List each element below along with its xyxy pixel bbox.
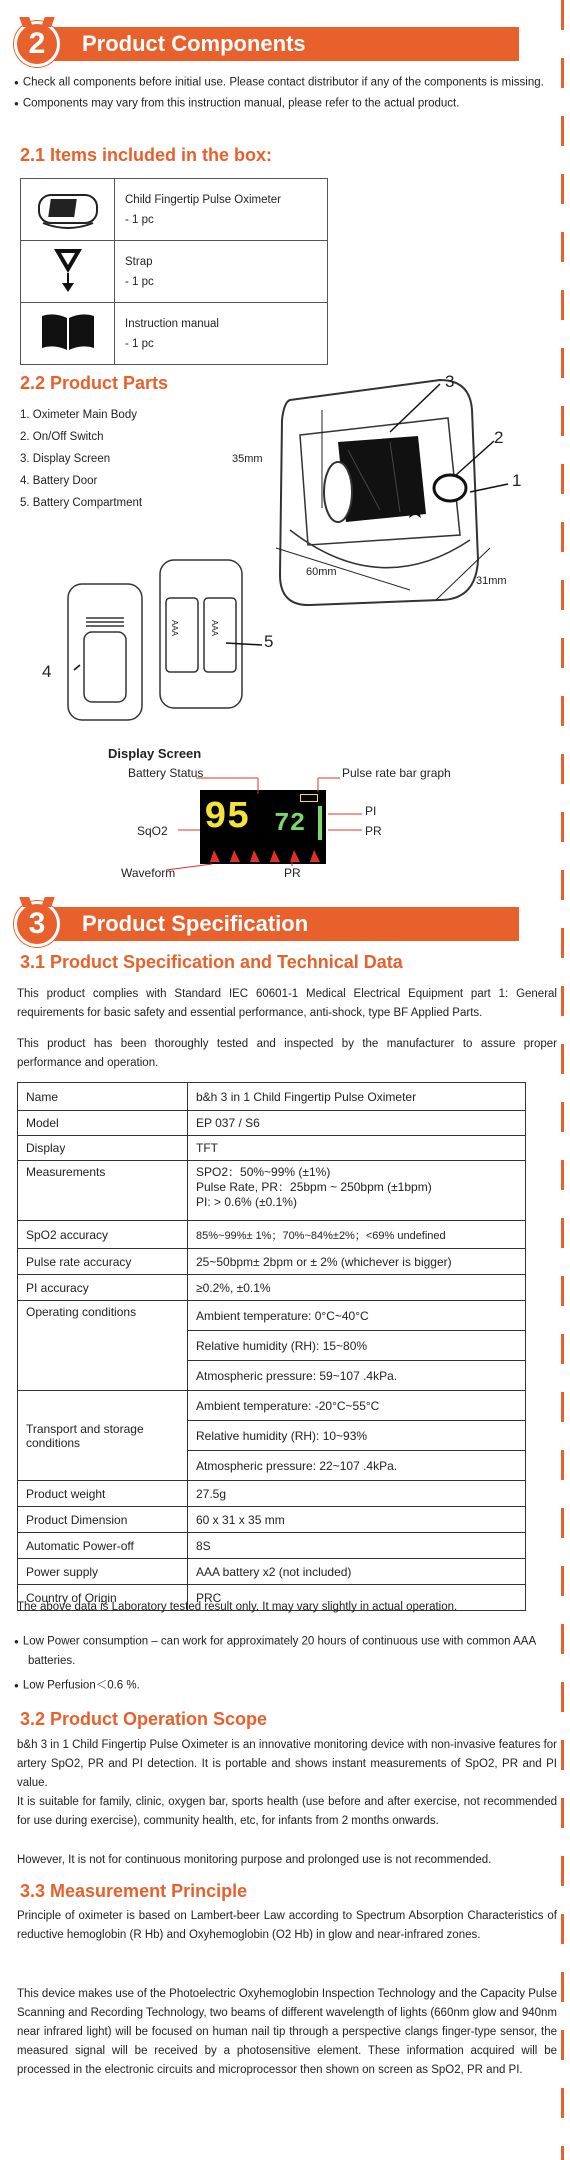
spec-key: Power supply bbox=[18, 1559, 188, 1585]
label-pi: PI bbox=[365, 804, 377, 818]
section-number-badge: 2 bbox=[14, 21, 60, 67]
pr-value: 72 bbox=[274, 808, 306, 838]
spec-value: 60 x 31 x 35 mm bbox=[188, 1507, 526, 1533]
paragraph: However, It is not for continuous monitoring purpose and prolonged use is not recommended. bbox=[17, 1854, 492, 1866]
list-item: 4. Battery Door bbox=[20, 475, 98, 487]
spec-key: Transport and storage conditions bbox=[18, 1391, 188, 1481]
section-number-badge: 3 bbox=[14, 901, 60, 947]
section-header-specification bbox=[14, 907, 519, 941]
paragraph: This device makes use of the Photoelectric Oxyhemoglobin Inspection Technology and the Capacity Pulse Scanning and Recording Technology, two beams of different wavelength of lights (660nm glow and 940nm near infrared light) will be focused on human nail tip through a perspective clangs finger-type sensor, the measured signal will be received by a photosensitive element. These information acquired will be processed in the electronic circuits and microprocessor then shown on screen as SpO2, PR and PI. bbox=[17, 1988, 557, 2076]
callout-number: 5 bbox=[264, 632, 274, 651]
display-screen-heading: Display Screen bbox=[108, 746, 202, 761]
spec-value: b&h 3 in 1 Child Fingertip Pulse Oximeter bbox=[188, 1083, 526, 1111]
item-name: Strap bbox=[125, 255, 153, 268]
table-row bbox=[18, 1083, 526, 1111]
battery-label: AAA bbox=[170, 620, 179, 637]
callout-number: 3 bbox=[445, 372, 455, 391]
label-bar-graph: Pulse rate bar graph bbox=[342, 766, 451, 780]
label-pr-bottom: PR bbox=[284, 866, 301, 880]
spec-key: Measurements bbox=[18, 1161, 188, 1221]
spec-key: Product weight bbox=[18, 1481, 188, 1507]
label-waveform: Waveform bbox=[121, 866, 176, 880]
spec-key: SpO2 accuracy bbox=[18, 1221, 188, 1249]
spec-value: ≥0.2%, ±0.1% bbox=[188, 1275, 526, 1301]
dimension-depth: 31mm bbox=[476, 575, 507, 587]
subheading-items: 2.1 Items included in the box: bbox=[20, 145, 273, 165]
note-text: The above data is Laboratory tested result only. It may vary slightly in actual operation. bbox=[17, 1601, 458, 1613]
spec-value: Relative humidity (RH): 15~80% bbox=[188, 1331, 526, 1361]
table-row bbox=[18, 1249, 526, 1275]
spec-value: AAA battery x2 (not included) bbox=[188, 1559, 526, 1585]
callout-number: 1 bbox=[512, 471, 522, 490]
spec-value: Ambient temperature: 0°C~40°C bbox=[188, 1301, 526, 1331]
spec-line: Pulse Rate, PR：25bpm ~ 250bpm (±1bpm) bbox=[196, 1180, 432, 1194]
label-pr: PR bbox=[365, 824, 382, 838]
subheading-spec: 3.1 Product Specification and Technical Data bbox=[20, 952, 403, 972]
table-row bbox=[18, 1136, 526, 1161]
spec-value: 27.5g bbox=[188, 1481, 526, 1507]
table-row bbox=[18, 1161, 526, 1221]
spec-key: Operating conditions bbox=[18, 1301, 188, 1391]
display-callout-lines bbox=[0, 770, 570, 880]
subheading-parts: 2.2 Product Parts bbox=[20, 373, 169, 393]
spec-value: PRC bbox=[188, 1585, 526, 1611]
bullet-text: ● Check all components before initial use. Please contact distributor if any of the components is missing. bbox=[14, 73, 564, 93]
spec-key: Product Dimension bbox=[18, 1507, 188, 1533]
section-title: Product Components bbox=[38, 27, 519, 61]
table-row bbox=[18, 1111, 526, 1136]
paragraph: This product complies with Standard IEC 60601-1 Medical Electrical Equipment part 1: General requirements for basic safety and essential performance, anti-shock, type BF Applied Parts. bbox=[17, 988, 557, 1019]
spec-key: Country of Origin bbox=[18, 1585, 188, 1611]
dimension-width: 60mm bbox=[306, 566, 337, 578]
label-spo2: SqO2 bbox=[137, 824, 168, 838]
spec-value: 85%~99%± 1%；70%~84%±2%；<69% undefined bbox=[188, 1221, 526, 1249]
item-name: Instruction manual bbox=[125, 317, 219, 330]
spec-value: Atmospheric pressure: 22~107 .4kPa. bbox=[188, 1451, 526, 1481]
paragraph: This product has been thoroughly tested and inspected by the manufacturer to assure proper performance and operation. bbox=[17, 1038, 557, 1069]
device-diagram bbox=[0, 0, 570, 760]
spec-key: PI accuracy bbox=[18, 1275, 188, 1301]
item-name: Child Fingertip Pulse Oximeter bbox=[125, 193, 281, 206]
bullet-text: ● Low Perfusion＜0.6 %. bbox=[14, 1676, 564, 1696]
section-title: Product Specification bbox=[38, 907, 519, 941]
list-item: 5. Battery Compartment bbox=[20, 497, 143, 509]
table-row bbox=[18, 1301, 526, 1331]
spec-line: PI: > 0.6% (±0.1%) bbox=[196, 1195, 297, 1209]
callout-number: 4 bbox=[42, 662, 52, 681]
item-qty: - 1 pc bbox=[125, 213, 154, 226]
spec-key: Model bbox=[18, 1111, 188, 1136]
dimension-height: 35mm bbox=[232, 453, 263, 465]
table-row bbox=[18, 1559, 526, 1585]
spo2-value: 95 bbox=[204, 796, 250, 839]
subheading-principle: 3.3 Measurement Principle bbox=[20, 1881, 248, 1901]
list-item: 3. Display Screen bbox=[20, 453, 111, 465]
spec-value: Relative humidity (RH): 10~93% bbox=[188, 1421, 526, 1451]
spec-value: EP 037 / S6 bbox=[188, 1111, 526, 1136]
spec-value: 8S bbox=[188, 1533, 526, 1559]
subheading-scope: 3.2 Product Operation Scope bbox=[20, 1709, 268, 1729]
spec-value: 25~50bpm± 2bpm or ± 2% (whichever is bigger) bbox=[188, 1249, 526, 1275]
table-row bbox=[18, 1533, 526, 1559]
battery-label: AAA bbox=[210, 620, 219, 637]
spec-table bbox=[17, 1082, 526, 1611]
callout-number: 2 bbox=[494, 428, 504, 447]
spec-value bbox=[188, 1161, 526, 1221]
item-qty: - 1 pc bbox=[125, 275, 154, 288]
item-qty: - 1 pc bbox=[125, 337, 154, 350]
table-row bbox=[18, 1481, 526, 1507]
spec-key: Pulse rate accuracy bbox=[18, 1249, 188, 1275]
table-row bbox=[18, 1221, 526, 1249]
list-item: 1. Oximeter Main Body bbox=[20, 409, 137, 421]
list-item: 2. On/Off Switch bbox=[20, 431, 104, 443]
spec-key: Automatic Power-off bbox=[18, 1533, 188, 1559]
spec-key: Display bbox=[18, 1136, 188, 1161]
spec-value: TFT bbox=[188, 1136, 526, 1161]
bullet-text: ● Low Power consumption – can work for approximately 20 hours of continuous use with common AAA batteries. bbox=[14, 1632, 564, 1671]
paragraph: b&h 3 in 1 Child Fingertip Pulse Oximeter is an innovative monitoring device with non-invasive features for artery SpO2, PR and PI detection. It is portable and shows instant measurements of SpO2, PR and PI value. bbox=[17, 1739, 557, 1789]
spec-value: Atmospheric pressure: 59~107 .4kPa. bbox=[188, 1361, 526, 1391]
bullet-text: ● Components may vary from this instruction manual, please refer to the actual product. bbox=[14, 94, 564, 114]
paragraph: It is suitable for family, clinic, oxygen bar, sports health (use before and after exercise, not recommended for use during exercise), community health, etc, for infants from 2 months onwards. bbox=[17, 1796, 557, 1827]
paragraph: Principle of oximeter is based on Lambert-beer Law according to Spectrum Absorption Characteristics of reductive hemoglobin (R Hb) and Oxyhemoglobin (O2 Hb) in glow and near-infrared zones. bbox=[17, 1910, 557, 1941]
table-row bbox=[18, 1507, 526, 1533]
spec-key: Name bbox=[18, 1083, 188, 1111]
label-battery-status: Battery Status bbox=[128, 766, 204, 780]
spec-line: SPO2：50%~99% (±1%) bbox=[196, 1165, 331, 1179]
spec-value: Ambient temperature: -20°C~55°C bbox=[188, 1391, 526, 1421]
table-row bbox=[18, 1391, 526, 1421]
table-row bbox=[18, 1275, 526, 1301]
